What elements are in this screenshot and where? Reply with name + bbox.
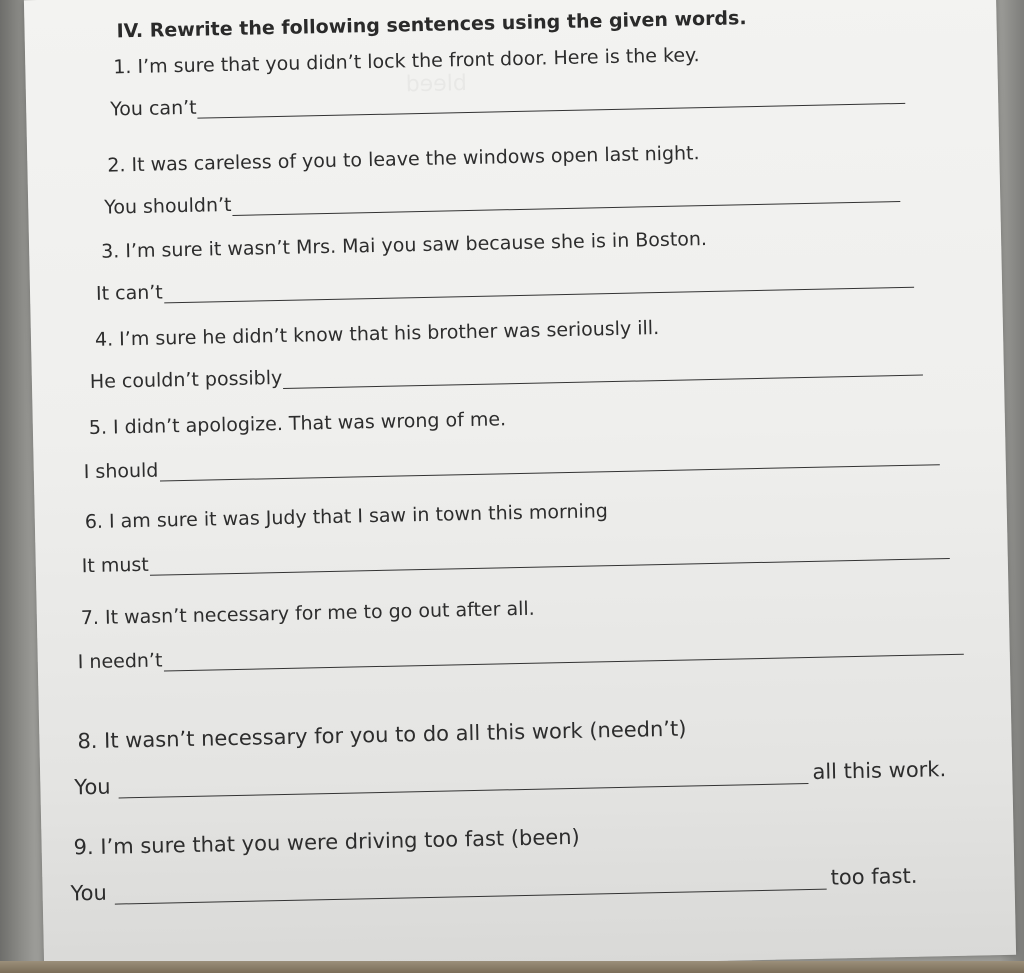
answer-prompt-6: It must	[81, 553, 149, 578]
answer-blank-2[interactable]	[232, 187, 900, 216]
answer-blank-5[interactable]	[159, 450, 939, 481]
section-heading: IV. Rewrite the following sentences using the given words.	[116, 7, 747, 43]
answer-line-9	[70, 864, 917, 906]
table-edge	[0, 961, 1024, 973]
bleed-through-text: bleed	[405, 71, 468, 98]
answer-blank-4[interactable]	[283, 361, 923, 389]
answer-line-7	[78, 633, 964, 674]
answer-tail-8: all this work.	[812, 757, 947, 784]
answer-blank-6[interactable]	[150, 544, 950, 576]
answer-line-4	[90, 354, 924, 393]
question-4: 4. I’m sure he didn’t know that his brother was seriously ill.	[94, 317, 660, 351]
answer-blank-7[interactable]	[163, 640, 963, 672]
question-8: 8. It wasn’t necessary for you to do all this work (needn’t)	[77, 716, 687, 754]
answer-prompt-1: You can’t	[109, 96, 197, 121]
answer-prompt-2: You shouldn’t	[104, 193, 232, 219]
answer-blank-9[interactable]	[115, 875, 827, 905]
answer-prompt-4: He couldn’t possibly	[89, 366, 283, 393]
answer-line-3	[96, 266, 914, 305]
answer-tail-9: too fast.	[830, 863, 918, 890]
answer-blank-1[interactable]	[198, 89, 906, 119]
answer-blank-3[interactable]	[164, 273, 914, 304]
question-1: 1. I’m sure that you didn’t lock the front door. Here is the key.	[113, 44, 700, 79]
question-7: 7. It wasn’t necessary for me to go out after all.	[80, 597, 535, 630]
answer-blank-8[interactable]	[119, 769, 809, 798]
answer-prompt-9: You	[70, 880, 108, 906]
question-5: 5. I didn’t apologize. That was wrong of me.	[88, 408, 507, 440]
answer-line-6	[82, 537, 950, 577]
question-3: 3. I’m sure it wasn’t Mrs. Mai you saw because she is in Boston.	[100, 228, 708, 263]
question-9: 9. I’m sure that you were driving too fast (been)	[73, 824, 580, 860]
answer-prompt-8: You	[74, 774, 111, 800]
question-2: 2. It was careless of you to leave the windows open last night.	[107, 142, 700, 177]
worksheet-content	[24, 0, 1016, 973]
answer-prompt-7: I needn’t	[77, 649, 163, 674]
worksheet-page	[24, 0, 1016, 973]
question-6: 6. I am sure it was Judy that I saw in town this morning	[84, 500, 609, 534]
answer-prompt-5: I should	[83, 459, 159, 484]
answer-line-1	[110, 82, 906, 121]
answer-line-8	[74, 757, 946, 799]
answer-line-2	[104, 180, 901, 219]
answer-prompt-3: It can’t	[95, 281, 163, 305]
answer-line-5	[84, 443, 940, 483]
